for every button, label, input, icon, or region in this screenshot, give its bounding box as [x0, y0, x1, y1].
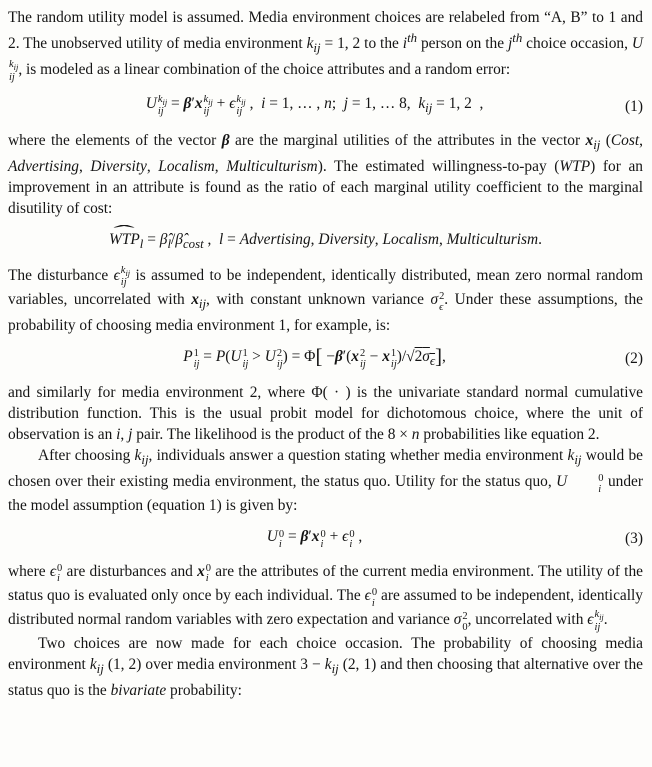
equation-1-body: U $k_{ij}$ ij = β′x $k_{ij}$ ij + ϵ $k_{ij}$ ij , i = 1, … , n; j = 1, … 8, $k_{ij} = 1$, 2 , — [145, 93, 484, 118]
equation-1 — [8, 93, 643, 119]
paragraph-status-quo: where ϵ 0 i are disturbances and x 0 i are the attributes of the current media environment. The utility of the status quo is evaluated only once by each individual. The ϵ 0 i are assumed to be independent, identically distributed normal random variables with zero expectation and variance σ 2 0 , uncorrelated with ϵ $k_{ij}$ ij . — [8, 562, 643, 633]
equation-3-number: (3) — [625, 529, 643, 547]
paragraph-intro: The random utility model is assumed. Media environment choices are relabeled from “A, B” to 1 and 2. The unobserved utility of media environment $k_{ij} = 1$, 2 to the $i^{th}$ person on the $j^{th}$ choice occasion, U $k_{ij}$ ij , is modeled as a linear combination of the choice attributes and a random error: — [8, 9, 643, 83]
paragraph-similarly: and similarly for media environment 2, where Φ( · ) is the univariate standard normal cumulative distribution function. This is the usual probit model for dichotomous choice, where the unit of observation is an i, j pair. The likelihood is the product of the 8 × n probabilities like equation 2. — [8, 384, 643, 444]
paragraph-disturbance: The disturbance ϵ $k_{ij}$ ij is assumed to be independent, identically distributed, mean zero normal random variables, uncorrelated with $x_{ij}$, with constant unknown variance σ 2 ϵ . Under these assumptions, the probability of choosing media environment 1, for example, is: — [8, 264, 644, 334]
equation-2 — [8, 346, 643, 372]
paragraph-two-choices: Two choices are now made for each choice occasion. The probability of choosing media environment $k_{ij}$ (1, 2) over media environment $3 - k_{ij}$ (2, 1) and then choosing that alternative over the status quo is the bivariate probability: — [8, 635, 643, 700]
equation-wtp-body: WTP ˆ$_l$ = $\betâ_l/\betâ_{cost}$ , l = Advertising, Diversity, Localism, Multiculturism. — [8, 229, 643, 255]
equation-1-number: (1) — [625, 97, 643, 115]
equation-3 — [8, 526, 643, 550]
equation-2-body: P 1 ij = P(U 1 ij > U 2 ij ) = Φ[ −β′(x 2 ij − x 1 ij )$/√2\sigma_\epsilon$], — [183, 345, 446, 370]
paragraph-beta-vector: where the elements of the vector β are the marginal utilities of the attributes in the vector $x_{ij}$ (Cost, Advertising, Diversity, Localism, Multiculturism). The estimated willingness-to-pay (WTP) for an improvement in an attribute is found as the ratio of each marginal utility coefficient to the marginal disutility of cost: — [8, 131, 643, 217]
equation-wtp — [8, 229, 643, 255]
equation-2-number: (2) — [625, 350, 643, 368]
paragraph-after-choosing: After choosing $k_{ij}$, individuals answer a question stating whether media environment $k_{ij}$ would be chosen over their existing media environment, the status quo. Utility for the status quo, U 0 i under the model assumption (equation 1) is given by: — [8, 447, 643, 515]
equation-3-body: U 0 i = β′x 0 i + ϵ 0 i , — [266, 528, 363, 551]
